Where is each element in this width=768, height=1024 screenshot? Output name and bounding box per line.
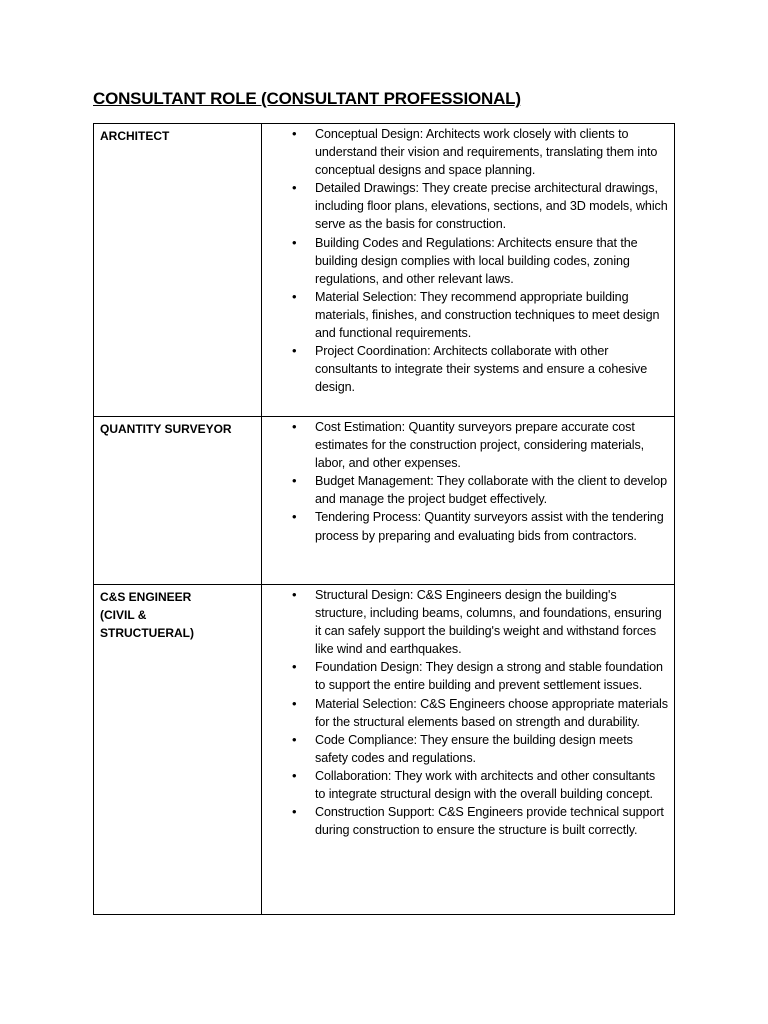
role-duties-architect (262, 124, 675, 417)
list-item: • Material Selection: They recommend appropriate building materials, finishes, and construction techniques to meet design and functional requirements. (262, 288, 668, 342)
list-item: • Code Compliance: They ensure the building design meets safety codes and regulations. (262, 731, 668, 767)
list-item: • Budget Management: They collaborate with the client to develop and manage the project budget effectively. (262, 472, 668, 508)
list-item: • Building Codes and Regulations: Architects ensure that the building design complies with local building codes, zoning regulations, and other relevant laws. (262, 234, 668, 288)
role-duties-quantity-surveyor (262, 417, 675, 585)
list-item: • Tendering Process: Quantity surveyors assist with the tendering process by preparing and evaluating bids from contractors. (262, 508, 668, 544)
list-item: • Foundation Design: They design a strong and stable foundation to support the entire building and prevent settlement issues. (262, 658, 668, 694)
list-item: • Cost Estimation: Quantity surveyors prepare accurate cost estimates for the construction project, considering materials, labor, and other expenses. (262, 418, 668, 472)
list-item: • Material Selection: C&S Engineers choose appropriate materials for the structural elements based on strength and durability. (262, 695, 668, 731)
list-item: • Structural Design: C&S Engineers design the building's structure, including beams, columns, and foundations, ensuring it can safely support the building's weight and withstand forces like wind and earthquakes. (262, 586, 668, 658)
list-item: • Collaboration: They work with architects and other consultants to integrate structural design with the overall building concept. (262, 767, 668, 803)
role-name-cs-engineer: C&S ENGINEER (CIVIL & STRUCTUERAL) (94, 585, 262, 915)
duty-list (262, 586, 668, 839)
role-name-quantity-surveyor: QUANTITY SURVEYOR (94, 417, 262, 585)
list-item: • Conceptual Design: Architects work closely with clients to understand their vision and requirements, translating them into conceptual designs and space planning. (262, 125, 668, 179)
list-item: • Construction Support: C&S Engineers provide technical support during construction to ensure the structure is built correctly. (262, 803, 668, 839)
list-item: • Detailed Drawings: They create precise architectural drawings, including floor plans, elevations, sections, and 3D models, which serve as the basis for construction. (262, 179, 668, 233)
table-row (94, 124, 675, 417)
page-title: CONSULTANT ROLE (CONSULTANT PROFESSIONAL) (93, 89, 521, 108)
role-duties-cs-engineer (262, 585, 675, 915)
duty-list (262, 418, 668, 545)
role-name-architect: ARCHITECT (94, 124, 262, 417)
table-row (94, 417, 675, 585)
list-item: • Project Coordination: Architects collaborate with other consultants to integrate their systems and ensure a cohesive design. (262, 342, 668, 396)
duty-list (262, 125, 668, 396)
consultant-roles-table (93, 123, 675, 915)
table-row (94, 585, 675, 915)
